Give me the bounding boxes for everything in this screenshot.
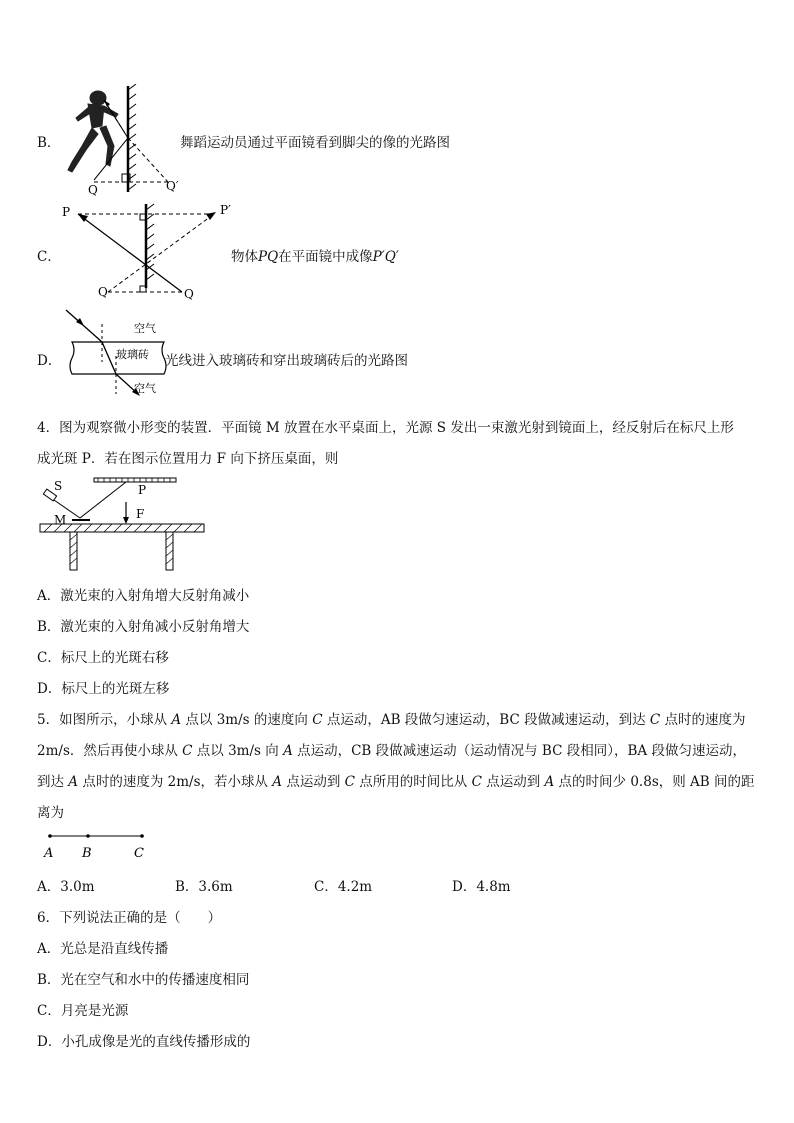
label-p-prime: P′ <box>220 203 231 217</box>
label-q-prime: Q′ <box>166 179 179 193</box>
abc-line-diagram <box>38 828 158 862</box>
q5-option-a: A．3.0m <box>37 879 95 895</box>
q6-stem: 6．下列说法正确的是（ ） <box>37 910 222 926</box>
option-c-caption: 物体PQ在平面镜中成像P′Q′ <box>231 249 399 265</box>
q5-stem-line3: 到达 A 点时的速度为 2m/s，若小球从 A 点运动到 C 点所用的时间比从 C 点运动到 A 点的时间少 0.8s，则 AB 间的距 <box>37 774 755 790</box>
q6-option-a: A．光总是沿直线传播 <box>37 941 169 957</box>
label-p: P <box>62 205 71 219</box>
label-q-left: Q <box>98 285 108 299</box>
label-glass: 玻璃砖 <box>116 348 149 361</box>
q6-option-c: C．月亮是光源 <box>37 1003 129 1019</box>
q4-stem-line2: 成光斑 P．若在图示位置用力 F 向下挤压桌面，则 <box>37 451 339 467</box>
option-c-letter: C． <box>37 249 61 265</box>
label-p: P <box>138 483 147 497</box>
q4-option-b: B．激光束的入射角减小反射角增大 <box>37 619 250 635</box>
q5-option-b: B．3.6m <box>175 879 233 895</box>
option-b-letter: B． <box>37 135 61 151</box>
pq-mirror-diagram <box>58 200 238 304</box>
q4-option-c: C．标尺上的光斑右移 <box>37 650 169 666</box>
q5-stem-line4: 离为 <box>37 805 64 821</box>
q5-option-c: C．4.2m <box>314 879 373 895</box>
q5-stem-line2: 2m/s．然后再使小球从 C 点以 3m/s 向 A 点运动，CB 段做减速运动（运动情况与 BC 段相同），BA 段做匀速运动， <box>37 743 746 759</box>
label-b: B <box>82 846 92 861</box>
label-q-right: Q <box>184 287 194 301</box>
label-air-top: 空气 <box>134 322 156 335</box>
dancer-mirror-diagram <box>58 84 193 196</box>
q5-stem-line1: 5．如图所示，小球从 A 点以 3m/s 的速度向 C 点运动，AB 段做匀速运动，BC 段做减速运动，到达 C 点时的速度为 <box>37 712 746 728</box>
label-s: S <box>54 479 63 493</box>
deformation-apparatus-diagram <box>38 474 208 572</box>
label-a: A <box>44 846 54 861</box>
q6-option-b: B．光在空气和水中的传播速度相同 <box>37 972 250 988</box>
option-b-caption: 舞蹈运动员通过平面镜看到脚尖的像的光路图 <box>180 135 450 151</box>
q4-stem-line1: 4．图为观察微小形变的装置．平面镜 M 放置在水平桌面上，光源 S 发出一束激光射到镜面上，经反射后在标尺上形 <box>37 420 734 436</box>
q6-option-d: D．小孔成像是光的直线传播形成的 <box>37 1034 251 1050</box>
label-m: M <box>54 513 67 527</box>
q4-option-d: D．标尺上的光斑左移 <box>37 681 170 697</box>
label-f: F <box>136 507 145 521</box>
label-q: Q <box>88 183 98 196</box>
q4-option-a: A．激光束的入射角增大反射角减小 <box>37 588 250 604</box>
label-air-bottom: 空气 <box>134 382 156 395</box>
glass-brick-diagram <box>60 306 170 398</box>
label-c: C <box>134 846 144 861</box>
q5-option-d: D．4.8m <box>452 879 511 895</box>
option-d-caption: 光线进入玻璃砖和穿出玻璃砖后的光路图 <box>165 353 408 369</box>
option-d-letter: D． <box>37 353 62 369</box>
